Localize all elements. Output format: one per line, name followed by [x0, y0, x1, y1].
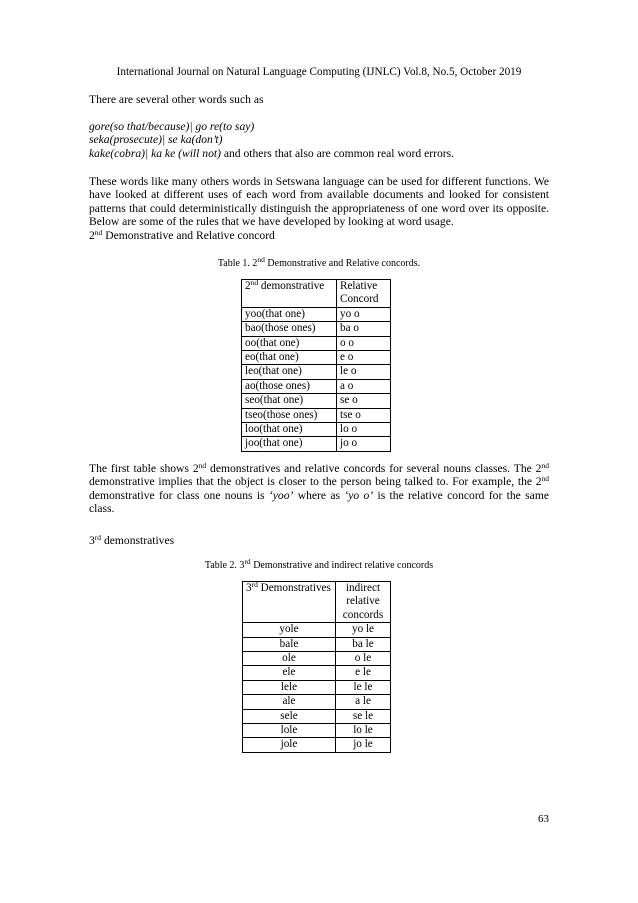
table-cell: ba o: [337, 322, 391, 336]
table-cell: lo o: [337, 423, 391, 437]
section-heading-3rd: 3rd demonstratives: [89, 533, 175, 547]
table-header-row: [242, 280, 391, 308]
table-cell: ele: [243, 666, 336, 680]
table-cell: sele: [243, 709, 336, 723]
table-cell: yole: [243, 623, 336, 637]
table-cell: lole: [243, 724, 336, 738]
table-cell: lele: [243, 680, 336, 694]
table-header-cell: Relative Concord: [337, 280, 391, 308]
table1: [241, 279, 391, 452]
example-line: [89, 147, 549, 160]
table-row: [242, 423, 391, 437]
table-row: [242, 379, 391, 393]
table-row: [242, 322, 391, 336]
table-cell: a o: [337, 379, 391, 393]
table1-caption: Table 1. 2nd Demonstrative and Relative concords.: [217, 255, 421, 269]
intro-sentence: There are several other words such as: [89, 93, 264, 106]
table-cell: lo le: [336, 724, 391, 738]
table-header-row: [243, 582, 391, 623]
table-cell: e le: [336, 666, 391, 680]
table-cell: eo(that one): [242, 351, 337, 365]
section-heading-2nd: 2nd Demonstrative and Relative concord: [89, 227, 275, 242]
table-row: [243, 738, 391, 752]
journal-header: International Journal on Natural Language Computing (IJNLC) Vol.8, No.5, October 2019: [116, 66, 522, 78]
table-row: [242, 408, 391, 422]
table-header-cell: 2nd demonstrative: [242, 280, 337, 308]
table-row: [242, 394, 391, 408]
example-italic: seka(prosecute)| se ka(don’t): [89, 133, 223, 147]
table-row: [242, 307, 391, 321]
table-cell: leo(that one): [242, 365, 337, 379]
table-row: [243, 637, 391, 651]
table-header-cell: indirect relative concords: [336, 582, 391, 623]
example-line: [89, 133, 549, 146]
table-cell: ale: [243, 695, 336, 709]
table-cell: jo le: [336, 738, 391, 752]
table-cell: e o: [337, 351, 391, 365]
paragraph-text: These words like many others words in Setswana language can be used for different functions. We have looked at different uses of each word from available documents and looked for consistent patterns that could deterministically distinguish the appropriateness of one word over its opposite. Below are some of the rules that we have developed by looking at word usage.: [89, 175, 549, 229]
paragraph-text: The first table shows 2nd demonstratives and relative concords for several nouns classes. The 2nd demonstrative implies that the object is closer to the person being talked to. For example, the 2nd demonstrative for class one nouns is ‘yoo’ where as ‘yo o’ is the relative concord for the same class.: [89, 461, 549, 516]
example-line: [89, 120, 549, 133]
table-cell: le o: [337, 365, 391, 379]
table-cell: jo o: [337, 437, 391, 451]
table-cell: se o: [337, 394, 391, 408]
table2: [242, 581, 391, 753]
example-italic: gore(so that/because)| go re(to say): [89, 120, 255, 133]
table-cell: le le: [336, 680, 391, 694]
table-row: [242, 351, 391, 365]
table-cell: seo(that one): [242, 394, 337, 408]
table-cell: ole: [243, 652, 336, 666]
table-cell: se le: [336, 709, 391, 723]
example-normal: and others that also are common real word errors.: [220, 146, 455, 160]
table-cell: ao(those ones): [242, 379, 337, 393]
table-row: [243, 623, 391, 637]
table-row: [242, 336, 391, 350]
table-row: [243, 724, 391, 738]
example-italic: kake(cobra)| ka ke (will not): [89, 146, 221, 160]
table-cell: bao(those ones): [242, 322, 337, 336]
page-number: 63: [538, 813, 549, 825]
table-header-cell: 3rd Demonstratives: [243, 582, 336, 623]
table-cell: jole: [243, 738, 336, 752]
intro-text: [89, 93, 549, 106]
table-cell: o o: [337, 336, 391, 350]
table-cell: yoo(that one): [242, 307, 337, 321]
table-cell: tse o: [337, 408, 391, 422]
table-row: [243, 652, 391, 666]
table-row: [243, 695, 391, 709]
table-cell: a le: [336, 695, 391, 709]
paragraph-explanation: [89, 462, 549, 516]
table-row: [242, 365, 391, 379]
table-cell: o le: [336, 652, 391, 666]
table-cell: tseo(those ones): [242, 408, 337, 422]
table-row: [243, 680, 391, 694]
table-cell: bale: [243, 637, 336, 651]
table-cell: ba le: [336, 637, 391, 651]
examples-block: [89, 120, 549, 160]
table-cell: yo o: [337, 307, 391, 321]
table-row: [243, 666, 391, 680]
table-cell: oo(that one): [242, 336, 337, 350]
table-row: [243, 709, 391, 723]
table2-caption: Table 2. 3rd Demonstrative and indirect relative concords: [204, 557, 434, 571]
paragraph-rules: [89, 175, 549, 242]
table-cell: loo(that one): [242, 423, 337, 437]
table-cell: yo le: [336, 623, 391, 637]
table-cell: joo(that one): [242, 437, 337, 451]
table-row: [242, 437, 391, 451]
